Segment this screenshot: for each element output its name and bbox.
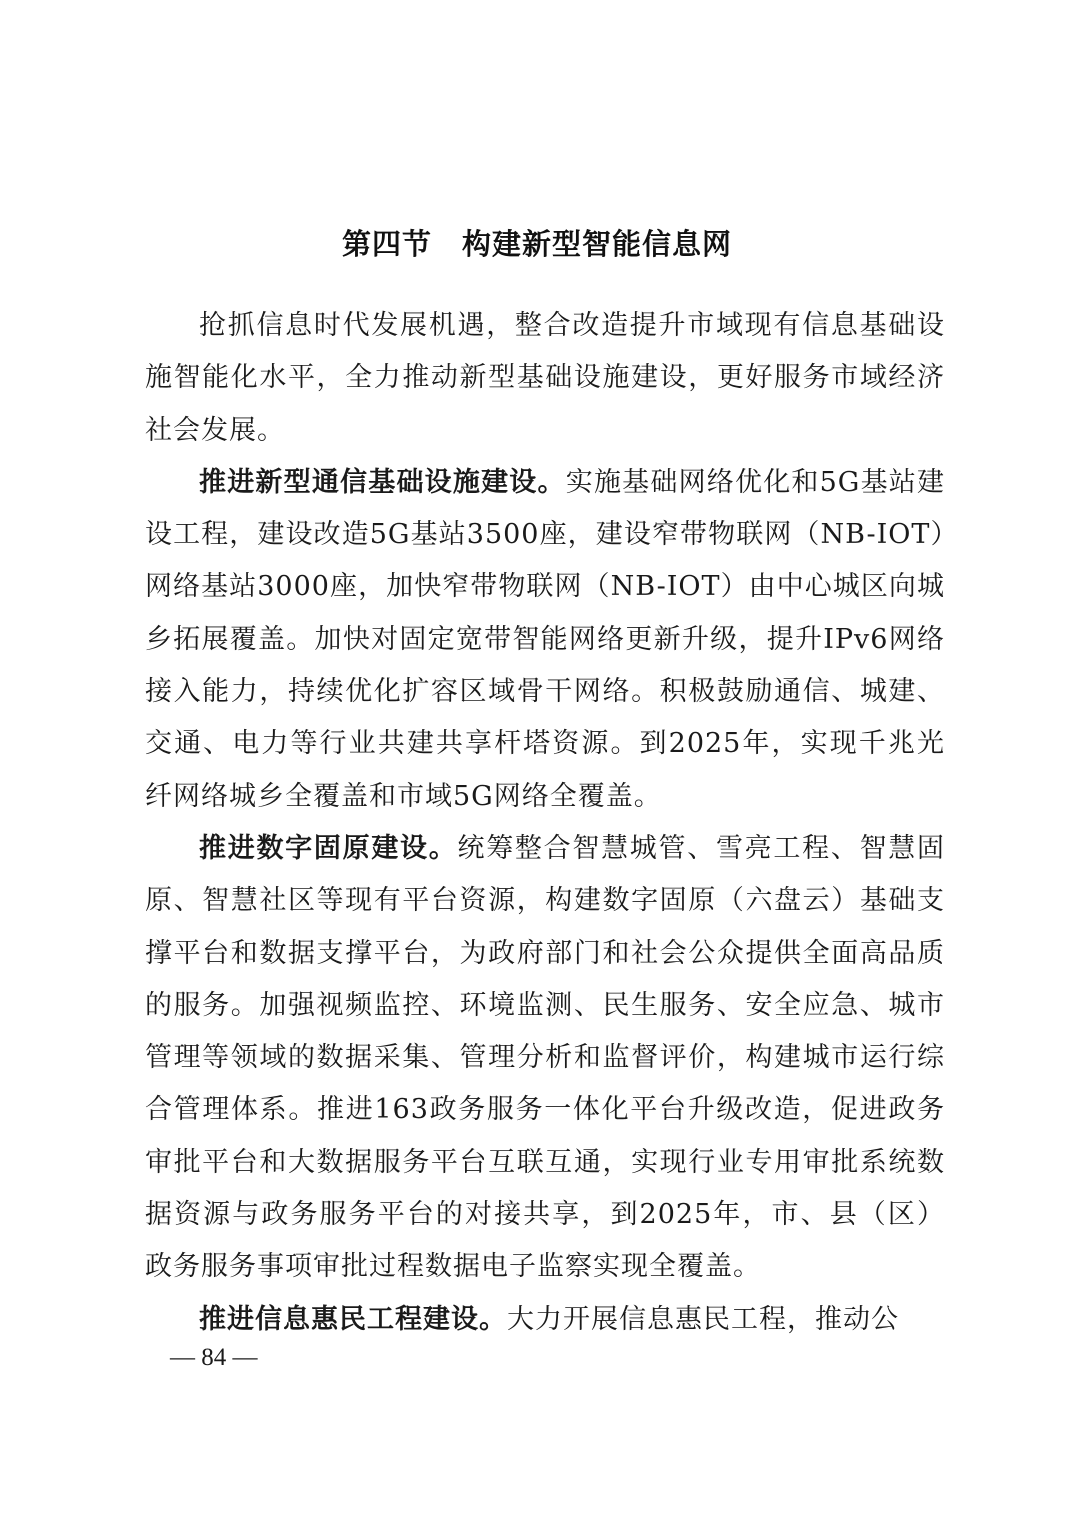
paragraph-intro — [145, 300, 945, 457]
section-title: 构建新型智能信息网 — [462, 227, 733, 262]
paragraph-text: 统筹整合智慧城管、雪亮工程、智慧固原、智慧社区等现有平台资源，构建数字固原（六盘云）基础支撑平台和数据支撑平台，为政府部门和社会公众提供全面高品质的服务。加强视频监控、环境监测、民生服务、安全应急、城市管理等领域的数据采集、管理分析和监督评价，构建城市运行综合管理体系。推进163政务服务一体化平台升级改造，促进政务审批平台和大数据服务平台互联互通，实现行业专用审批系统数据资源与政务服务平台的对接共享，到2025年，市、县（区）政务服务事项审批过程数据电子监察实现全覆盖。 — [145, 832, 946, 1283]
paragraph-text: 实施基础网络优化和5G基站建设工程，建设改造5G基站3500座，建设窄带物联网（NB-IOT）网络基站3000座，加快窄带物联网（NB-IOT）由中心城区向城乡拓展覆盖。加快对固定宽带智能网络更新升级，提升IPv6网络接入能力，持续优化扩容区域骨干网络。积极鼓励通信、城建、交通、电力等行业共建共享杆塔资源。到2025年，实现千兆光纤网络城乡全覆盖和市域5G网络全覆盖。 — [145, 466, 946, 812]
paragraph-lead: 推进新型通信基础设施建设。 — [199, 466, 566, 498]
paragraph-text: 抢抓信息时代发展机遇，整合改造提升市域现有信息基础设施智能化水平，全力推动新型基础设施建设，更好服务市域经济社会发展。 — [145, 310, 945, 446]
paragraph-digital-guyuan — [145, 823, 945, 1294]
paragraph-text: 大力开展信息惠民工程，推动公 — [507, 1303, 899, 1335]
page-number: — 84 — — [170, 1344, 258, 1371]
body-text — [145, 300, 945, 1346]
section-number: 第四节 — [341, 227, 432, 262]
paragraph-lead: 推进数字固原建设。 — [199, 832, 458, 864]
section-heading — [0, 224, 1074, 264]
paragraph-communication-infrastructure — [145, 457, 945, 823]
paragraph-information-benefit — [145, 1294, 945, 1346]
paragraph-lead: 推进信息惠民工程建设。 — [199, 1303, 507, 1335]
